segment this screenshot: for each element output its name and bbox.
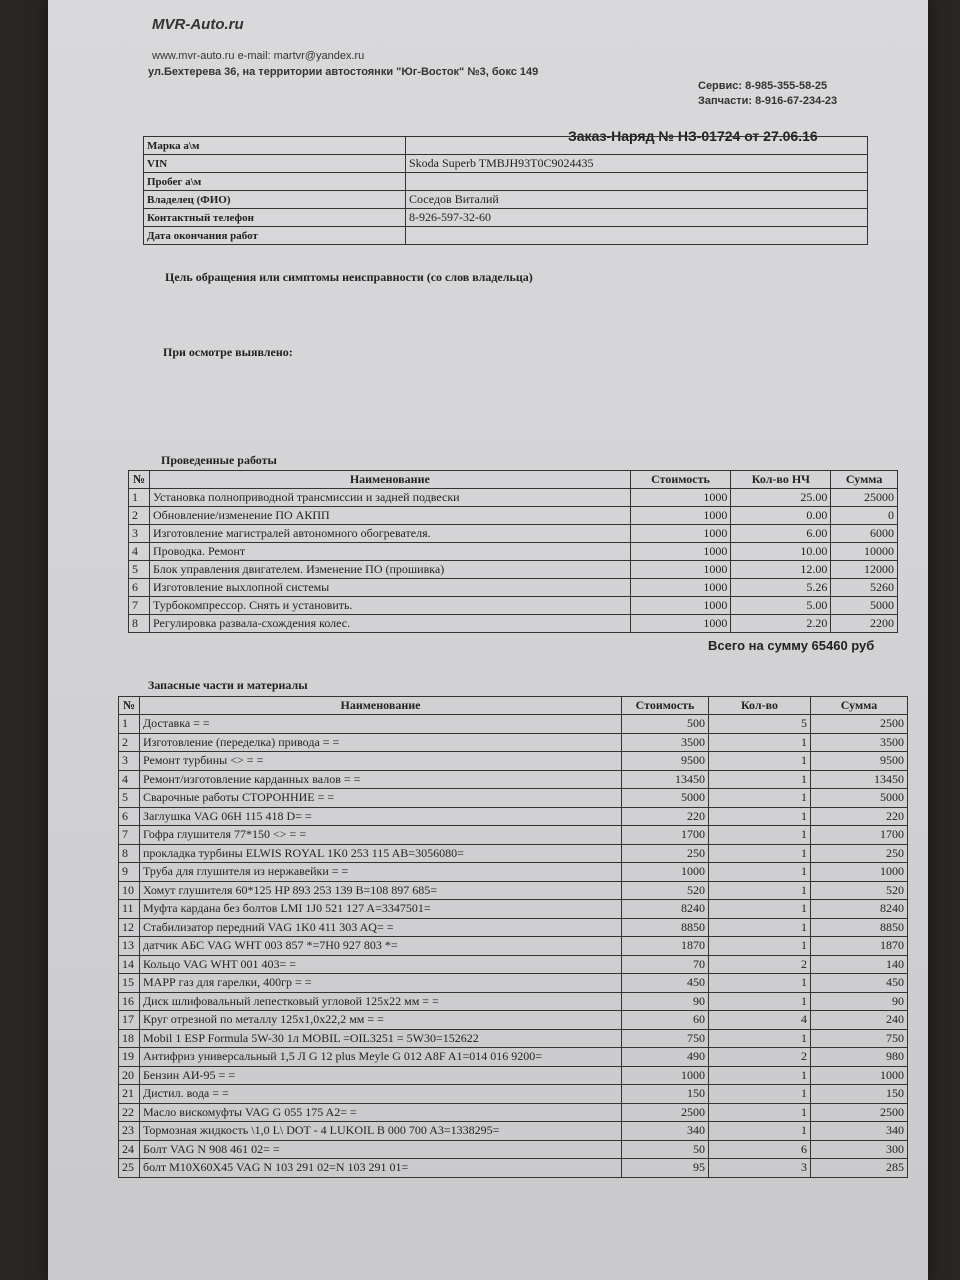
table-cell: Турбокомпрессор. Снять и установить. <box>150 597 631 615</box>
car-info-row <box>144 137 868 155</box>
table-cell: 6000 <box>831 525 898 543</box>
table-cell: датчик АБС VAG WHT 003 857 *=7H0 927 803 *= <box>140 937 622 956</box>
table-cell: Круг отрезной по металлу 125x1,0x22,2 мм = = <box>140 1011 622 1030</box>
table-cell: 3500 <box>811 733 908 752</box>
table-cell: 17 <box>119 1011 140 1030</box>
table-header-cell: Наименование <box>140 697 622 715</box>
table-cell: 450 <box>622 974 709 993</box>
table-cell: 1 <box>709 918 811 937</box>
table-row <box>119 807 908 826</box>
table-row <box>129 597 898 615</box>
table-cell: 1 <box>709 733 811 752</box>
table-row <box>119 1048 908 1067</box>
table-cell: Блок управления двигателем. Изменение ПО (прошивка) <box>150 561 631 579</box>
table-cell: 250 <box>622 844 709 863</box>
table-cell: 1700 <box>811 826 908 845</box>
table-cell: 16 <box>119 992 140 1011</box>
car-info-row <box>144 155 868 173</box>
table-cell: МАРР газ для гарелки, 400гр = = <box>140 974 622 993</box>
table-cell: 1 <box>709 1085 811 1104</box>
table-row <box>119 715 908 734</box>
table-cell: Антифриз универсальный 1,5 Л G 12 plus Meyle G 012 A8F A1=014 016 9200= <box>140 1048 622 1067</box>
table-cell: 5 <box>709 715 811 734</box>
table-cell: 6.00 <box>731 525 831 543</box>
company-logo: MVR-Auto.ru <box>152 16 244 33</box>
table-cell: 8240 <box>622 900 709 919</box>
car-info-row <box>144 173 868 191</box>
car-info-label: Пробег а\м <box>144 173 406 191</box>
table-cell: болт M10X60X45 VAG N 103 291 02=N 103 291 01= <box>140 1159 622 1178</box>
table-row <box>119 1140 908 1159</box>
table-cell: 5.26 <box>731 579 831 597</box>
table-cell: Обновление/изменение ПО АКПП <box>150 507 631 525</box>
table-cell: 3 <box>119 752 140 771</box>
table-cell: 13450 <box>622 770 709 789</box>
table-cell: 1 <box>709 881 811 900</box>
table-row <box>129 543 898 561</box>
table-cell: 12 <box>119 918 140 937</box>
table-cell: 1000 <box>622 1066 709 1085</box>
table-row <box>129 525 898 543</box>
table-cell: 13 <box>119 937 140 956</box>
table-cell: Кольцо VAG WHT 001 403= = <box>140 955 622 974</box>
table-header-cell: № <box>119 697 140 715</box>
table-cell: 10 <box>119 881 140 900</box>
car-info-table <box>143 136 868 245</box>
table-row <box>119 1103 908 1122</box>
table-cell: 12000 <box>831 561 898 579</box>
table-header-cell: Сумма <box>831 471 898 489</box>
table-cell: 750 <box>811 1029 908 1048</box>
table-cell: Mobil 1 ESP Formula 5W-30 1л MOBIL =OIL3251 = 5W30=152622 <box>140 1029 622 1048</box>
table-cell: 2500 <box>811 1103 908 1122</box>
table-cell: 1 <box>709 752 811 771</box>
table-cell: 220 <box>622 807 709 826</box>
table-cell: 8 <box>129 615 150 633</box>
works-section-title: Проведенные работы <box>161 453 277 467</box>
table-cell: прокладка турбины ELWIS ROYAL 1K0 253 115 AB=3056080= <box>140 844 622 863</box>
table-cell: 3 <box>709 1159 811 1178</box>
table-header-cell: № <box>129 471 150 489</box>
table-cell: 340 <box>622 1122 709 1141</box>
works-total: Всего на сумму 65460 руб <box>708 638 875 653</box>
table-cell: Масло вискомуфты VAG G 055 175 A2= = <box>140 1103 622 1122</box>
table-cell: 1000 <box>811 863 908 882</box>
table-cell: 20 <box>119 1066 140 1085</box>
parts-phone: Запчасти: 8-916-67-234-23 <box>698 95 838 107</box>
table-row <box>119 900 908 919</box>
table-cell: 1 <box>709 1103 811 1122</box>
table-cell: 1000 <box>630 579 731 597</box>
table-cell: 2 <box>709 955 811 974</box>
table-cell: 1870 <box>811 937 908 956</box>
table-cell: 1 <box>709 937 811 956</box>
table-row <box>119 863 908 882</box>
car-info-value <box>406 227 868 245</box>
table-cell: 18 <box>119 1029 140 1048</box>
table-cell: 1000 <box>630 561 731 579</box>
table-cell: 240 <box>811 1011 908 1030</box>
table-cell: 25000 <box>831 489 898 507</box>
car-info-value: 8-926-597-32-60 <box>406 209 868 227</box>
table-cell: 150 <box>622 1085 709 1104</box>
table-cell: 250 <box>811 844 908 863</box>
table-cell: 1 <box>709 974 811 993</box>
table-cell: 4 <box>709 1011 811 1030</box>
table-cell: 4 <box>129 543 150 561</box>
table-header-cell: Кол-во НЧ <box>731 471 831 489</box>
table-cell: 6 <box>129 579 150 597</box>
table-cell: 5000 <box>622 789 709 808</box>
car-info-label: Дата окончания работ <box>144 227 406 245</box>
table-row <box>119 1011 908 1030</box>
table-cell: 23 <box>119 1122 140 1141</box>
table-cell: Ремонт/изготовление карданных валов = = <box>140 770 622 789</box>
table-cell: 4 <box>119 770 140 789</box>
table-cell: 500 <box>622 715 709 734</box>
table-cell: 0.00 <box>731 507 831 525</box>
table-cell: 1 <box>709 826 811 845</box>
table-cell: 5.00 <box>731 597 831 615</box>
table-cell: 1000 <box>630 525 731 543</box>
inspection-found-label: При осмотре выявлено: <box>163 345 293 359</box>
parts-table <box>118 696 908 1178</box>
table-cell: 2500 <box>811 715 908 734</box>
table-cell: 1 <box>709 863 811 882</box>
table-cell: 8 <box>119 844 140 863</box>
table-cell: 25.00 <box>731 489 831 507</box>
table-cell: Установка полноприводной трансмиссии и задней подвески <box>150 489 631 507</box>
order-title: Заказ-Наряд № НЗ-01724 от 27.06.16 <box>568 128 818 144</box>
table-cell: Изготовление (переделка) привода = = <box>140 733 622 752</box>
table-cell: 11 <box>119 900 140 919</box>
table-cell: 21 <box>119 1085 140 1104</box>
table-header-cell: Стоимость <box>622 697 709 715</box>
table-cell: 1 <box>129 489 150 507</box>
table-cell: 1 <box>709 1066 811 1085</box>
table-cell: 340 <box>811 1122 908 1141</box>
table-cell: 9500 <box>622 752 709 771</box>
table-cell: 1 <box>709 1122 811 1141</box>
table-cell: 2 <box>119 733 140 752</box>
table-row <box>129 615 898 633</box>
table-cell: Проводка. Ремонт <box>150 543 631 561</box>
table-cell: Доставка = = <box>140 715 622 734</box>
table-cell: Труба для глушителя из нержавейки = = <box>140 863 622 882</box>
table-header-cell: Наименование <box>150 471 631 489</box>
address-line: ул.Бехтерева 36, на территории автостоянки "Юг-Восток" №3, бокс 149 <box>148 66 539 78</box>
table-cell: 1700 <box>622 826 709 845</box>
table-cell: 1000 <box>811 1066 908 1085</box>
table-cell: Болт VAG N 908 461 02= = <box>140 1140 622 1159</box>
car-info-label: Владелец (ФИО) <box>144 191 406 209</box>
car-info-label: VIN <box>144 155 406 173</box>
table-row <box>119 826 908 845</box>
table-row <box>129 561 898 579</box>
table-row <box>119 1066 908 1085</box>
table-cell: 1 <box>709 789 811 808</box>
table-cell: 6 <box>119 807 140 826</box>
symptoms-label: Цель обращения или симптомы неисправности (со слов владельца) <box>165 270 533 284</box>
table-row <box>119 770 908 789</box>
table-cell: Сварочные работы СТОРОННИЕ = = <box>140 789 622 808</box>
table-cell: 19 <box>119 1048 140 1067</box>
table-row <box>119 974 908 993</box>
table-cell: 10000 <box>831 543 898 561</box>
table-cell: 1000 <box>630 543 731 561</box>
table-cell: 2 <box>129 507 150 525</box>
table-cell: 140 <box>811 955 908 974</box>
car-info-value <box>406 173 868 191</box>
website-email-line: www.mvr-auto.ru e-mail: martvr@yandex.ru <box>152 50 365 62</box>
works-table <box>128 470 898 633</box>
table-cell: 220 <box>811 807 908 826</box>
table-cell: Муфта кардана без болтов LMI 1J0 521 127 A=3347501= <box>140 900 622 919</box>
table-cell: 5 <box>119 789 140 808</box>
table-cell: 6 <box>709 1140 811 1159</box>
table-row <box>119 881 908 900</box>
table-row <box>119 733 908 752</box>
table-cell: Гофра глушителя 77*150 <> = = <box>140 826 622 845</box>
table-cell: 8850 <box>811 918 908 937</box>
table-cell: 1 <box>709 992 811 1011</box>
table-row <box>119 937 908 956</box>
table-row <box>129 489 898 507</box>
table-cell: 2500 <box>622 1103 709 1122</box>
car-info-value: Соседов Виталий <box>406 191 868 209</box>
car-info-row <box>144 191 868 209</box>
table-cell: 1000 <box>630 489 731 507</box>
table-header-cell: Кол-во <box>709 697 811 715</box>
table-cell: 7 <box>129 597 150 615</box>
table-cell: 12.00 <box>731 561 831 579</box>
table-row <box>119 1159 908 1178</box>
table-cell: Регулировка развала-схождения колес. <box>150 615 631 633</box>
car-info-value <box>406 137 868 155</box>
table-cell: Диск шлифовальный лепестковый угловой 125x22 мм = = <box>140 992 622 1011</box>
table-cell: 3500 <box>622 733 709 752</box>
table-cell: 1 <box>709 900 811 919</box>
table-cell: 5000 <box>811 789 908 808</box>
table-row <box>119 992 908 1011</box>
table-row <box>119 789 908 808</box>
table-row <box>119 1085 908 1104</box>
table-cell: 1000 <box>630 507 731 525</box>
table-cell: 25 <box>119 1159 140 1178</box>
table-cell: 1 <box>119 715 140 734</box>
table-cell: 490 <box>622 1048 709 1067</box>
parts-section-title: Запасные части и материалы <box>148 678 308 692</box>
table-cell: 1870 <box>622 937 709 956</box>
table-cell: 13450 <box>811 770 908 789</box>
table-cell: 8240 <box>811 900 908 919</box>
table-row <box>119 844 908 863</box>
table-cell: 9 <box>119 863 140 882</box>
table-cell: Ремонт турбины <> = = <box>140 752 622 771</box>
table-cell: 980 <box>811 1048 908 1067</box>
table-cell: 3 <box>129 525 150 543</box>
table-cell: 14 <box>119 955 140 974</box>
table-cell: 1 <box>709 770 811 789</box>
table-cell: 285 <box>811 1159 908 1178</box>
table-cell: 8850 <box>622 918 709 937</box>
table-row <box>129 579 898 597</box>
table-cell: Стабилизатор передний VAG 1K0 411 303 AQ= = <box>140 918 622 937</box>
table-cell: 2.20 <box>731 615 831 633</box>
table-cell: 1 <box>709 1029 811 1048</box>
table-cell: 1 <box>709 844 811 863</box>
table-cell: 24 <box>119 1140 140 1159</box>
car-info-value: Skoda Superb TMBJH93T0C9024435 <box>406 155 868 173</box>
table-row <box>119 1029 908 1048</box>
document-sheet <box>48 0 928 1280</box>
table-row <box>119 918 908 937</box>
table-cell: 7 <box>119 826 140 845</box>
table-cell: 0 <box>831 507 898 525</box>
table-cell: 5 <box>129 561 150 579</box>
car-info-row <box>144 227 868 245</box>
table-cell: 50 <box>622 1140 709 1159</box>
table-cell: 2 <box>709 1048 811 1067</box>
table-cell: 1 <box>709 807 811 826</box>
table-cell: 70 <box>622 955 709 974</box>
table-cell: Хомут глушителя 60*125 HP 893 253 139 B=108 897 685= <box>140 881 622 900</box>
table-cell: Тормозная жидкость \1,0 L\ DOT - 4 LUKOIL B 000 700 A3=1338295= <box>140 1122 622 1141</box>
table-cell: 22 <box>119 1103 140 1122</box>
table-cell: Изготовление выхлопной системы <box>150 579 631 597</box>
table-cell: 450 <box>811 974 908 993</box>
table-cell: 520 <box>811 881 908 900</box>
table-cell: 2200 <box>831 615 898 633</box>
table-cell: 1000 <box>622 863 709 882</box>
car-info-label: Марка а\м <box>144 137 406 155</box>
table-cell: Бензин АИ-95 = = <box>140 1066 622 1085</box>
table-header-cell: Стоимость <box>630 471 731 489</box>
table-cell: 1000 <box>630 597 731 615</box>
table-header-cell: Сумма <box>811 697 908 715</box>
table-cell: 750 <box>622 1029 709 1048</box>
table-cell: 95 <box>622 1159 709 1178</box>
table-cell: Дистил. вода = = <box>140 1085 622 1104</box>
table-cell: 5260 <box>831 579 898 597</box>
table-row <box>119 752 908 771</box>
table-row <box>119 1122 908 1141</box>
table-row <box>129 507 898 525</box>
table-cell: 90 <box>811 992 908 1011</box>
table-cell: 520 <box>622 881 709 900</box>
table-row <box>119 955 908 974</box>
table-cell: Изготовление магистралей автономного обогревателя. <box>150 525 631 543</box>
service-phone: Сервис: 8-985-355-58-25 <box>698 80 828 92</box>
table-cell: 15 <box>119 974 140 993</box>
table-cell: 9500 <box>811 752 908 771</box>
table-cell: 90 <box>622 992 709 1011</box>
table-cell: 60 <box>622 1011 709 1030</box>
car-info-label: Контактный телефон <box>144 209 406 227</box>
table-cell: 1000 <box>630 615 731 633</box>
table-cell: 300 <box>811 1140 908 1159</box>
table-cell: 5000 <box>831 597 898 615</box>
table-cell: 150 <box>811 1085 908 1104</box>
car-info-row <box>144 209 868 227</box>
table-cell: Заглушка VAG 06H 115 418 D= = <box>140 807 622 826</box>
table-cell: 10.00 <box>731 543 831 561</box>
